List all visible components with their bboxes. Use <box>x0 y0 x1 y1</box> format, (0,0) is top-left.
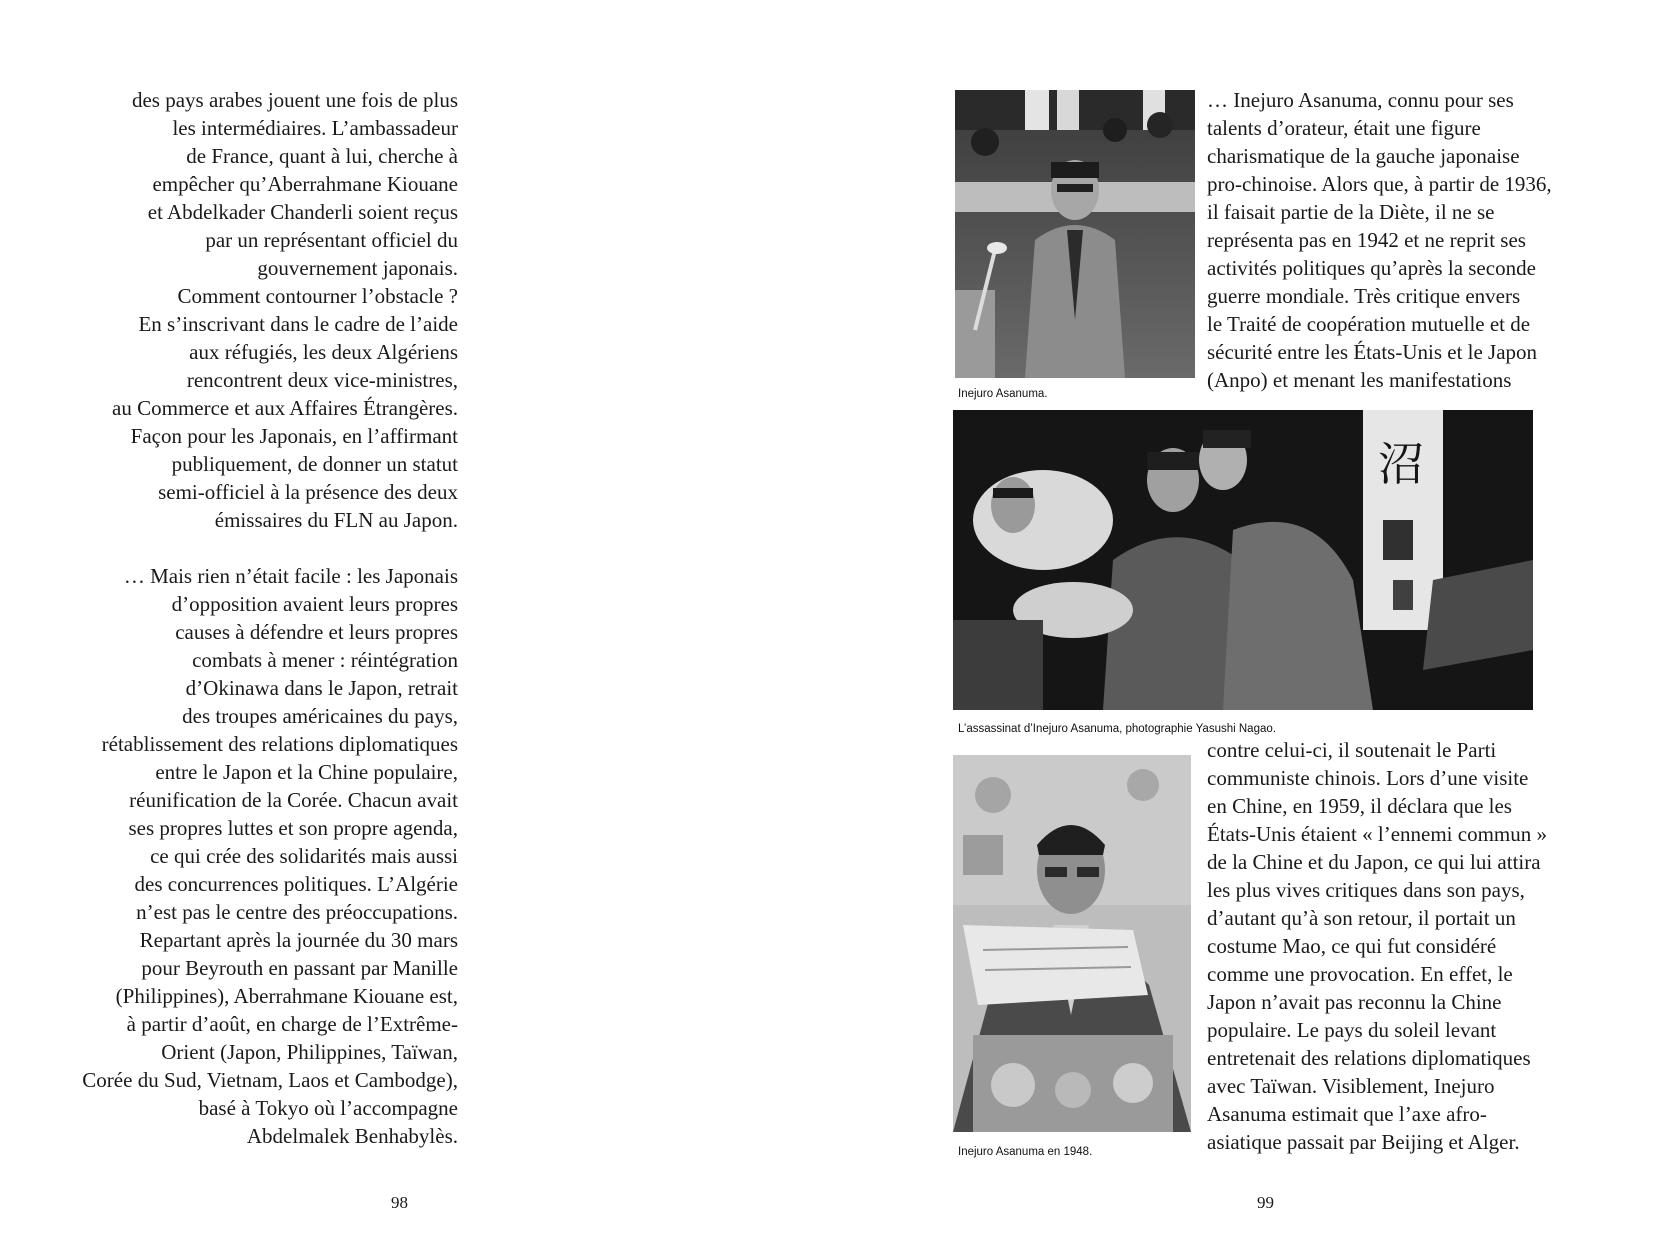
text-line: entretenait des relations diplomatiques <box>1207 1046 1531 1070</box>
text-line: sécurité entre les États-Unis et le Japon <box>1207 340 1538 364</box>
text-line: causes à défendre et leurs propres <box>175 620 458 644</box>
text-line: ses propres luttes et son propre agenda, <box>128 816 458 840</box>
text-line: de France, quant à lui, cherche à <box>186 144 458 168</box>
text-line: charismatique de la gauche japonaise <box>1207 144 1520 168</box>
photo-asanuma-1948 <box>953 755 1191 1132</box>
text-line: des concurrences politiques. L’Algérie <box>134 872 458 896</box>
text-line: (Philippines), Aberrahmane Kiouane est, <box>115 984 458 1008</box>
text-line: Asanuma estimait que l’axe afro- <box>1207 1102 1487 1126</box>
right-page-text-bottom <box>1207 736 1587 1156</box>
text-line: à partir d’août, en charge de l’Extrême- <box>126 1012 458 1036</box>
text-line: des pays arabes jouent une fois de plus <box>131 88 458 112</box>
text-line: États-Unis étaient « l’ennemi commun » <box>1207 822 1547 846</box>
text-line: activités politiques qu’après la seconde <box>1207 256 1536 280</box>
text-line: les plus vives critiques dans son pays, <box>1207 878 1525 902</box>
text-line: combats à mener : réintégration <box>192 648 458 672</box>
text-line: il faisait partie de la Diète, il ne se <box>1207 200 1495 224</box>
text-line: par un représentant officiel du <box>205 228 458 252</box>
photo-assassination <box>953 410 1533 710</box>
text-line: les intermédiaires. L’ambassadeur <box>172 116 458 140</box>
caption-photo-2: L’assassinat d’Inejuro Asanuma, photographie Yasushi Nagao. <box>958 723 1276 735</box>
text-line: En s’inscrivant dans le cadre de l’aide <box>138 312 458 336</box>
text-line: communiste chinois. Lors d’une visite <box>1207 766 1529 790</box>
text-line: gouvernement japonais. <box>257 256 458 280</box>
text-line: Comment contourner l’obstacle ? <box>177 284 458 308</box>
text-line: basé à Tokyo où l’accompagne <box>198 1096 458 1120</box>
text-line: le Traité de coopération mutuelle et de <box>1207 312 1531 336</box>
text-line: … Inejuro Asanuma, connu pour ses <box>1207 88 1514 112</box>
right-page-text-top <box>1207 86 1587 394</box>
page-number-right: 99 <box>1257 1193 1274 1212</box>
text-line: émissaires du FLN au Japon. <box>214 508 458 532</box>
text-line: populaire. Le pays du soleil levant <box>1207 1018 1497 1042</box>
text-line: comme une provocation. En effet, le <box>1207 962 1513 986</box>
text-line: aux réfugiés, les deux Algériens <box>189 340 458 364</box>
text-line: d’Okinawa dans le Japon, retrait <box>185 676 458 700</box>
text-line: avec Taïwan. Visiblement, Inejuro <box>1207 1074 1495 1098</box>
caption-photo-1: Inejuro Asanuma. <box>958 388 1048 400</box>
text-line: de la Chine et du Japon, ce qui lui attira <box>1207 850 1541 874</box>
text-line: représenta pas en 1942 et ne reprit ses <box>1207 228 1526 252</box>
text-line: rencontrent deux vice-ministres, <box>186 368 458 392</box>
text-line: contre celui-ci, il soutenait le Parti <box>1207 738 1497 762</box>
text-line: en Chine, en 1959, il déclara que les <box>1207 794 1512 818</box>
text-line: costume Mao, ce qui fut considéré <box>1207 934 1497 958</box>
text-line: n’est pas le centre des préoccupations. <box>136 900 458 924</box>
text-line: Abdelmalek Benhabylès. <box>246 1124 458 1148</box>
text-line: guerre mondiale. Très critique envers <box>1207 284 1521 308</box>
text-line: asiatique passait par Beijing et Alger. <box>1207 1130 1520 1154</box>
paragraph-gap <box>80 534 458 562</box>
text-line: d’autant qu’à son retour, il portait un <box>1207 906 1516 930</box>
text-line: ce qui crée des solidarités mais aussi <box>150 844 458 868</box>
text-line: pro-chinoise. Alors que, à partir de 1936, <box>1207 172 1552 196</box>
text-line: talents d’orateur, était une figure <box>1207 116 1481 140</box>
page-number-left: 98 <box>391 1193 408 1212</box>
text-line: Façon pour les Japonais, en l’affirmant <box>130 424 458 448</box>
text-line: Corée du Sud, Vietnam, Laos et Cambodge), <box>82 1068 458 1092</box>
svg-text:沼: 沼 <box>1378 437 1424 491</box>
text-line: publiquement, de donner un statut <box>171 452 458 476</box>
text-line: entre le Japon et la Chine populaire, <box>155 760 458 784</box>
text-line: (Anpo) et menant les manifestations <box>1207 368 1512 392</box>
text-line: des troupes américaines du pays, <box>182 704 458 728</box>
text-line: … Mais rien n’était facile : les Japonais <box>123 564 458 588</box>
left-page-text <box>80 86 458 1150</box>
text-line: empêcher qu’Aberrahmane Kiouane <box>152 172 458 196</box>
text-line: Orient (Japon, Philippines, Taïwan, <box>161 1040 458 1064</box>
photo-asanuma-speaking <box>955 90 1195 378</box>
text-line: Repartant après la journée du 30 mars <box>139 928 458 952</box>
text-line: rétablissement des relations diplomatiques <box>101 732 458 756</box>
text-line: réunification de la Corée. Chacun avait <box>129 788 458 812</box>
text-line: d’opposition avaient leurs propres <box>171 592 458 616</box>
text-line: pour Beyrouth en passant par Manille <box>141 956 458 980</box>
text-line: semi-officiel à la présence des deux <box>158 480 458 504</box>
text-line: Japon n’avait pas reconnu la Chine <box>1207 990 1502 1014</box>
text-line: au Commerce et aux Affaires Étrangères. <box>112 396 458 420</box>
text-line: et Abdelkader Chanderli soient reçus <box>147 200 458 224</box>
caption-photo-3: Inejuro Asanuma en 1948. <box>958 1146 1093 1158</box>
